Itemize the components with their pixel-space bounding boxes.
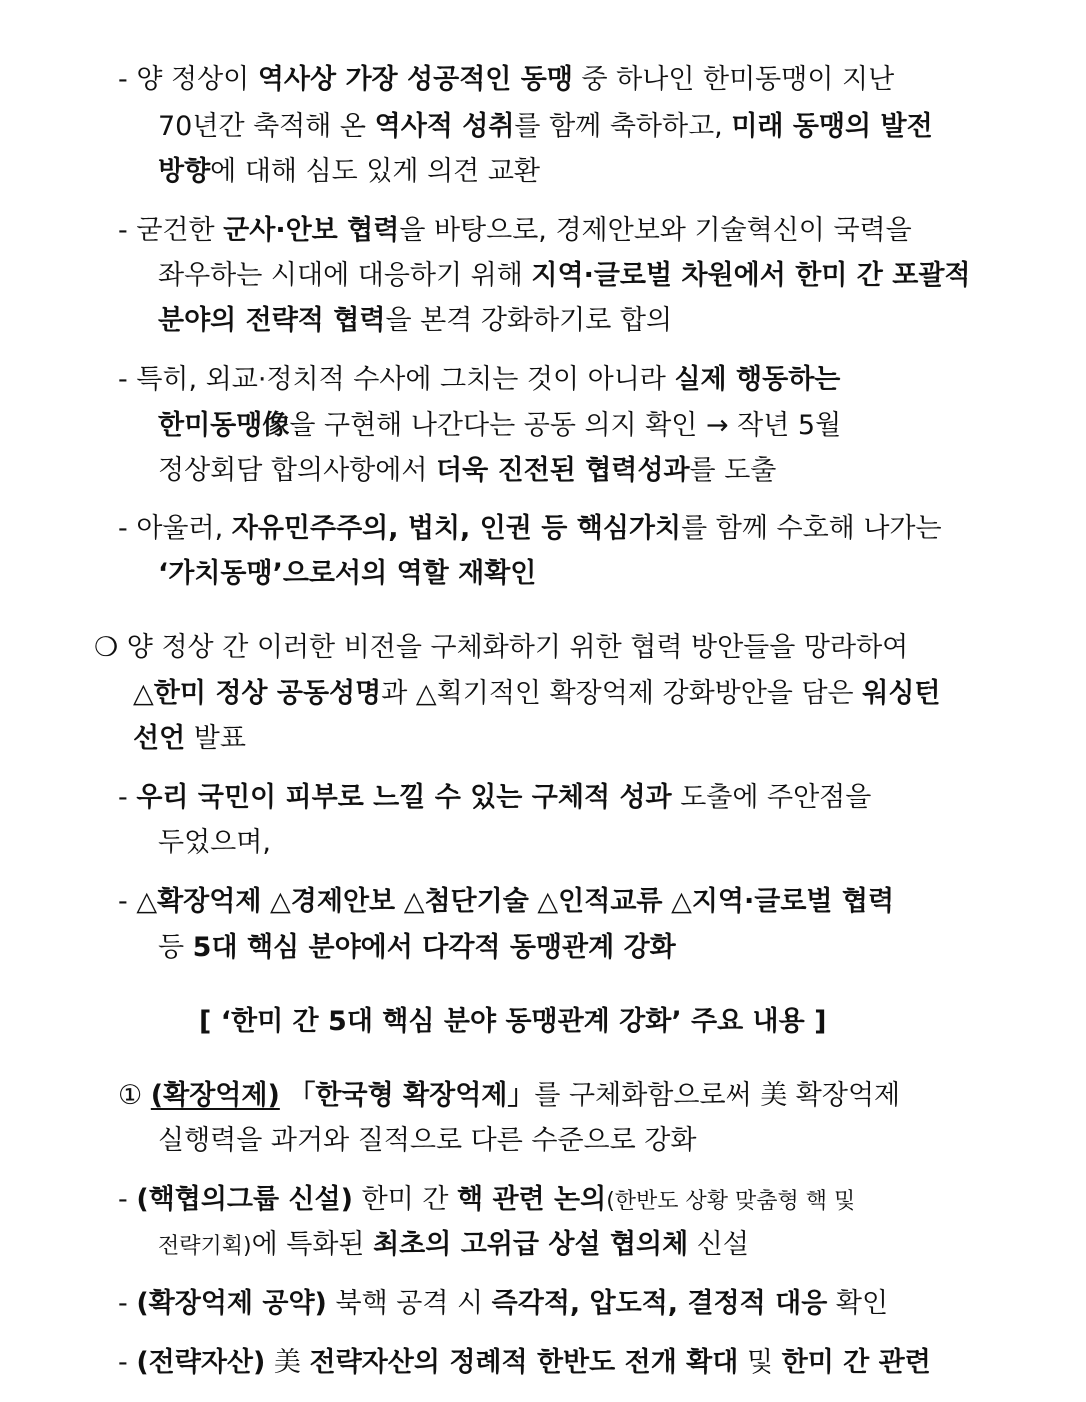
text-line xyxy=(158,556,536,592)
text-segment: 우리 국민이 피부로 느낄 수 있는 구체적 성과 xyxy=(136,782,672,813)
text-segment: 전략기획) xyxy=(158,1234,252,1259)
text-segment: 70년간 축적해 온 xyxy=(158,111,375,142)
text-segment: 를 함께 축하하고, xyxy=(514,111,732,142)
text-segment: 및 xyxy=(738,1347,782,1378)
text-segment: 를 구체화함으로써 美 확장억제 xyxy=(534,1080,901,1111)
text-segment: - xyxy=(118,1288,137,1319)
text-line xyxy=(118,1078,900,1114)
text-segment: 경제안보 xyxy=(290,886,396,917)
text-segment: 한미 정상 공동성명 xyxy=(153,678,382,709)
text-segment: 신설 xyxy=(688,1229,749,1260)
text-segment: 에 대해 심도 있게 의견 교환 xyxy=(210,156,540,187)
text-segment: 5대 핵심 분야에서 다각적 동맹관계 강화 xyxy=(192,932,676,963)
section-title xyxy=(199,1004,826,1040)
text-line xyxy=(158,109,933,145)
text-segment: - 특히, 외교·정치적 수사에 그치는 것이 아니라 xyxy=(118,364,675,395)
text-segment: 실행력을 과거와 질적으로 다른 수준으로 강화 xyxy=(158,1125,697,1156)
text-line xyxy=(118,1182,855,1220)
text-segment: 확인 xyxy=(827,1288,889,1319)
text-segment: (확장억제 공약) xyxy=(136,1288,327,1319)
text-line xyxy=(118,362,840,398)
text-segment: 워싱턴 xyxy=(862,678,941,709)
text-segment: △ xyxy=(662,886,692,917)
text-segment: ‘가치동맹’으로서의 역할 재확인 xyxy=(158,558,537,589)
text-segment: 미래 동맹의 발전 xyxy=(731,111,933,142)
text-segment: - xyxy=(118,1184,137,1215)
text-line xyxy=(94,630,908,666)
text-segment: ❍ 양 정상 간 이러한 비전을 구체화하기 위한 협력 방안들을 망라하여 xyxy=(94,632,909,663)
text-segment: 과 △획기적인 확장억제 강화방안을 담은 xyxy=(381,678,863,709)
text-segment: △ xyxy=(395,886,425,917)
text-segment: 을 구현해 나간다는 공동 의지 확인 → 작년 5월 xyxy=(289,410,842,441)
text-line xyxy=(158,930,676,966)
text-segment: 을 본격 강화하기로 합의 xyxy=(385,305,673,336)
text-line xyxy=(158,825,271,861)
text-segment: 도출에 주안점을 xyxy=(671,782,872,813)
text-segment: 등 xyxy=(158,932,193,963)
text-line xyxy=(158,303,672,339)
text-segment: 확장억제 xyxy=(157,886,262,917)
text-segment: 선언 xyxy=(133,723,186,754)
text-segment: 에 특화된 xyxy=(251,1229,374,1260)
text-line xyxy=(158,258,971,294)
text-line xyxy=(118,62,894,98)
text-segment: 을 바탕으로, 경제안보와 기술혁신이 국력을 xyxy=(399,215,912,246)
text-line xyxy=(133,721,246,757)
text-segment: 중 하나인 한미동맹이 지난 xyxy=(572,64,895,95)
text-segment: 방향 xyxy=(158,156,211,187)
text-segment: (전략자산) xyxy=(136,1347,266,1378)
text-segment: 전략자산의 정례적 한반도 전개 확대 xyxy=(309,1347,739,1378)
text-line xyxy=(133,676,940,712)
text-segment: 역사적 성취 xyxy=(374,111,515,142)
text-segment: 인적교류 xyxy=(558,886,663,917)
text-segment: △ xyxy=(528,886,559,917)
text-line xyxy=(118,1345,931,1381)
text-segment: 한미 간 관련 xyxy=(781,1347,931,1378)
text-segment: 역사상 가장 성공적인 동맹 xyxy=(257,64,573,95)
text-line xyxy=(118,1286,888,1322)
text-segment: 분야의 전략적 협력 xyxy=(158,305,386,336)
text-segment: 를 함께 수호해 나가는 xyxy=(681,513,942,544)
text-line xyxy=(118,213,912,249)
text-segment: 좌우하는 시대에 대응하기 위해 xyxy=(158,260,532,291)
text-segment: - xyxy=(118,782,137,813)
text-line xyxy=(118,884,894,920)
text-segment: 「한국형 확장억제」 xyxy=(288,1080,535,1111)
text-segment: △ xyxy=(133,678,154,709)
text-segment: 실제 행동하는 xyxy=(674,364,841,395)
text-segment: (한반도 상황 맞춤형 핵 및 xyxy=(606,1189,856,1214)
text-segment: 자유민주주의, 법치, 인권 등 핵심가치 xyxy=(231,513,682,544)
text-segment: 더욱 진전된 협력성과 xyxy=(436,455,690,486)
text-line xyxy=(158,1123,696,1159)
text-segment: 북핵 공격 시 xyxy=(326,1288,492,1319)
text-segment: △ xyxy=(261,886,291,917)
text-segment: - △ xyxy=(118,886,158,917)
text-segment: ① xyxy=(118,1080,151,1111)
text-segment: - 굳건한 xyxy=(118,215,224,246)
text-segment: 최초의 고위급 상설 협의체 xyxy=(373,1229,689,1260)
text-segment: 군사·안보 협력 xyxy=(223,215,400,246)
text-segment: 즉각적, 압도적, 결정적 대응 xyxy=(491,1288,828,1319)
text-segment: 를 도출 xyxy=(689,455,777,486)
text-segment: [ ‘한미 간 5대 핵심 분야 동맹관계 강화’ 주요 내용 ] xyxy=(199,1006,827,1037)
text-segment: - 양 정상이 xyxy=(118,64,258,95)
text-segment: 美 xyxy=(265,1347,310,1378)
text-segment: 정상회담 합의사항에서 xyxy=(158,455,436,486)
text-line xyxy=(158,408,841,444)
text-line xyxy=(158,453,776,489)
text-segment: 첨단기술 xyxy=(424,886,529,917)
text-segment: (핵협의그룹 신설) xyxy=(136,1184,353,1215)
text-line xyxy=(118,780,871,816)
text-segment: 지역·글로벌 협력 xyxy=(691,886,895,917)
text-line xyxy=(118,511,942,547)
text-segment: 발표 xyxy=(185,723,246,754)
text-segment: 한미 간 xyxy=(352,1184,457,1215)
text-segment: 지역·글로벌 차원에서 한미 간 포괄적 xyxy=(531,260,971,291)
text-segment: 한미동맹像 xyxy=(158,410,290,441)
text-line xyxy=(158,1227,749,1265)
text-segment: (확장억제) xyxy=(150,1080,280,1111)
text-segment: 핵 관련 논의 xyxy=(456,1184,607,1215)
text-segment: - 아울러, xyxy=(118,513,232,544)
text-segment: 두었으며, xyxy=(158,827,271,858)
text-line xyxy=(158,154,540,190)
text-segment: - xyxy=(118,1347,137,1378)
